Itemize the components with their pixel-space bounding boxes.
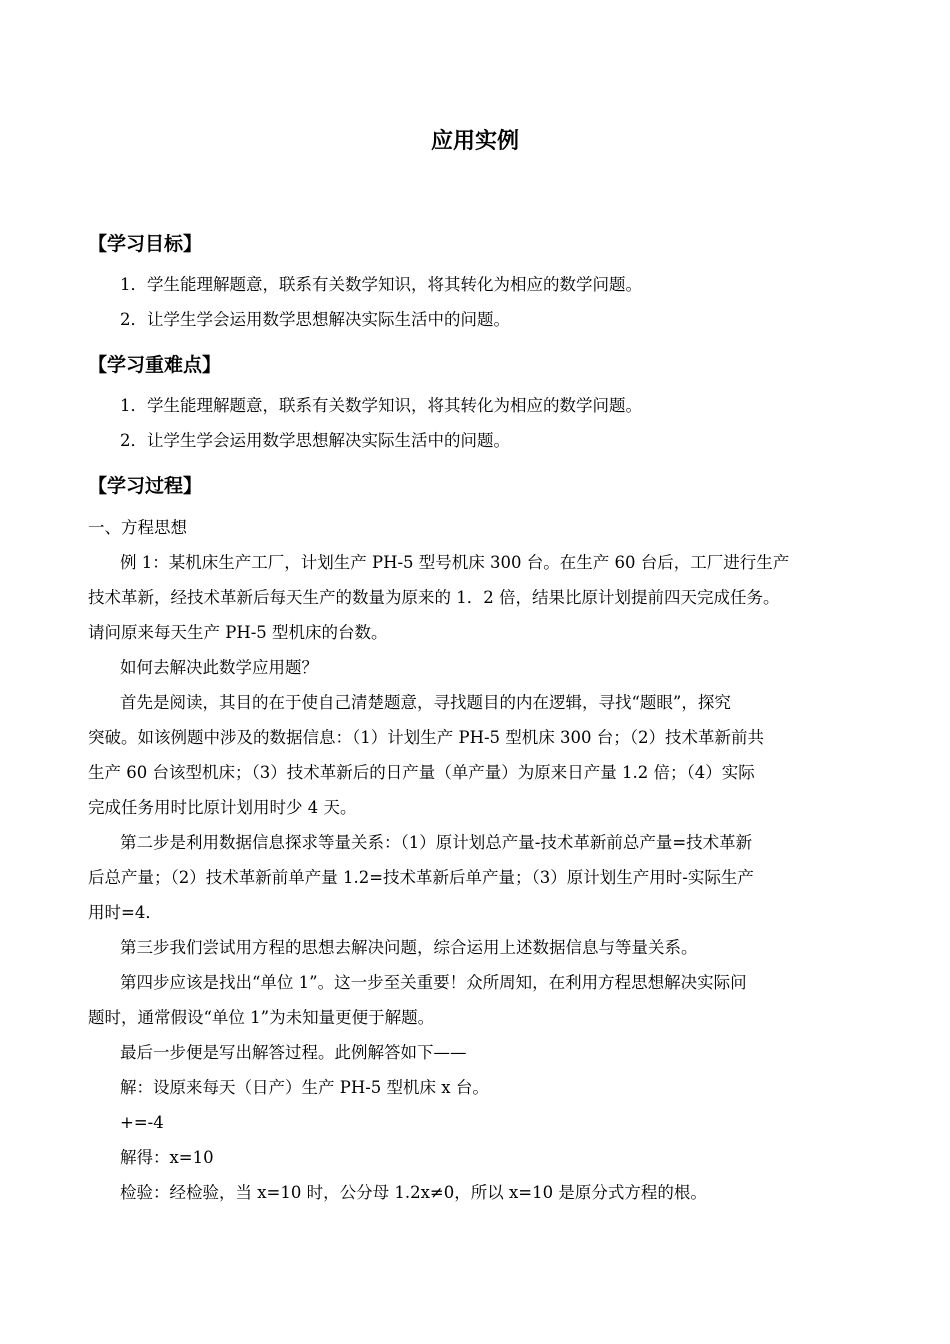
step4-line-2: 题时，通常假设“单位 1”为未知量更便于解题。 — [88, 1008, 435, 1027]
section-heading-process: 【学习过程】 — [88, 475, 203, 497]
step1-line-4: 完成任务用时比原计划用时少 4 天。 — [88, 798, 357, 817]
subheading-equation-thinking: 一、方程思想 — [88, 518, 187, 537]
step1-line-2: 突破。如该例题中涉及的数据信息：（1）计划生产 PH-5 型机床 300 台；（2）技术革新前共 — [88, 728, 765, 747]
final-step-line: 最后一步便是写出解答过程。此例解答如下—— — [120, 1043, 467, 1062]
goal-item-1: 1．学生能理解题意，联系有关数学知识，将其转化为相应的数学问题。 — [120, 275, 642, 294]
step2-line-1: 第二步是利用数据信息探求等量关系：（1）原计划总产量-技术革新前总产量=技术革新 — [120, 833, 753, 852]
section-heading-key-points: 【学习重难点】 — [88, 354, 222, 376]
page-title: 应用实例 — [430, 129, 519, 154]
solution-equation: +=-4 — [120, 1113, 164, 1132]
example-line-1: 例 1：某机床生产工厂，计划生产 PH-5 型号机床 300 台。在生产 60 台后，工厂进行生产 — [120, 553, 790, 572]
step4-line-1: 第四步应该是找出“单位 1”。这一步至关重要！众所周知，在利用方程思想解决实际问 — [120, 973, 747, 992]
example-line-3: 请问原来每天生产 PH-5 型机床的台数。 — [88, 623, 388, 642]
step2-line-3: 用时=4． — [88, 903, 162, 922]
section-heading-goals: 【学习目标】 — [88, 233, 203, 255]
solution-check: 检验：经检验，当 x=10 时，公分母 1.2x≠0，所以 x=10 是原分式方程的根。 — [120, 1183, 707, 1202]
question-line: 如何去解决此数学应用题？ — [120, 658, 318, 677]
step1-line-3: 生产 60 台该型机床；（3）技术革新后的日产量（单产量）为原来日产量 1.2 倍；（4）实际 — [88, 763, 755, 782]
goal-item-2: 2．让学生学会运用数学思想解决实际生活中的问题。 — [120, 310, 510, 329]
example-line-2: 技术革新，经技术革新后每天生产的数量为原来的 1．2 倍，结果比原计划提前四天完成任务。 — [88, 588, 780, 607]
solution-setup: 解：设原来每天（日产）生产 PH-5 型机床 x 台。 — [120, 1078, 489, 1097]
solution-result: 解得：x=10 — [120, 1148, 214, 1167]
key-point-item-1: 1．学生能理解题意，联系有关数学知识，将其转化为相应的数学问题。 — [120, 396, 642, 415]
step1-line-1: 首先是阅读，其目的在于使自己清楚题意，寻找题目的内在逻辑，寻找“题眼”，探究 — [120, 693, 731, 712]
step2-line-2: 后总产量；（2）技术革新前单产量 1.2=技术革新后单产量；（3）原计划生产用时-实际生产 — [88, 868, 754, 887]
step3-line: 第三步我们尝试用方程的思想去解决问题，综合运用上述数据信息与等量关系。 — [120, 938, 698, 957]
key-point-item-2: 2．让学生学会运用数学思想解决实际生活中的问题。 — [120, 431, 510, 450]
